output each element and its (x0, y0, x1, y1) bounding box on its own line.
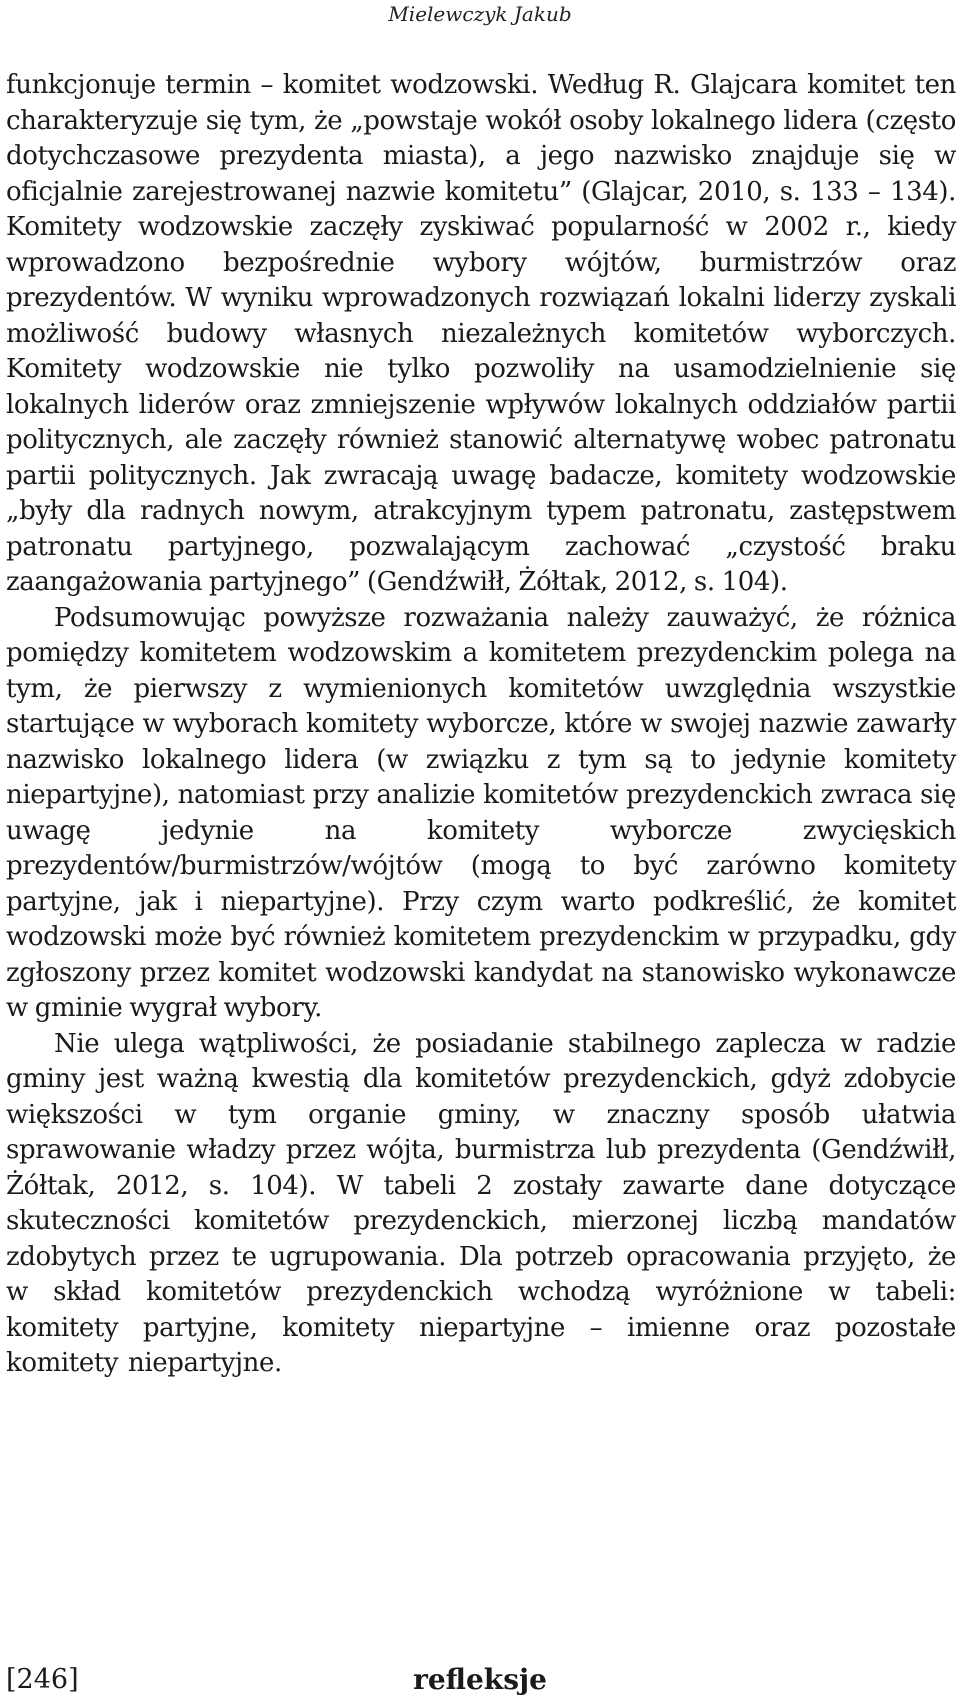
paragraph-3: Nie ulega wątpliwości, że posiadanie stabilnego zaplecza w radzie gminy jest ważną kwestią dla komitetów prezydenckich, gdyż zdobycie większości w tym organie gminy, w znaczny sposób ułatwia sprawowanie władzy przez wójta, burmistrza lub prezydenta (Gendźwiłł, Żółtak, 2012, s. 104). W tabeli 2 zostały zawarte dane dotyczące skuteczności komitetów prezydenckich, mierzonej liczbą mandatów zdobytych przez te ugrupowania. Dla potrzeb opracowania przyjęto, że w skład komitetów prezydenckich wchodzą wyróżnione w tabeli: komitety partyjne, komitety niepartyjne – imienne oraz pozostałe komitety niepartyjne. (6, 1028, 956, 1378)
page-number: [246] (6, 1664, 79, 1695)
paragraph-1: funkcjonuje termin – komitet wodzowski. Według R. Glajcara komitet ten charakteryzuje się tym, że „powstaje wokół osoby lokalnego lidera (często dotychczasowe prezydenta miasta), a jego nazwisko znajduje się w oficjalnie zarejestrowanej nazwie komitetu” (Glajcar, 2010, s. 133 – 134). Komitety wodzowskie zaczęły zyskiwać popularność w 2002 r., kiedy wprowadzono bezpośrednie wybory wójtów, burmistrzów oraz prezydentów. W wyniku wprowadzonych rozwiązań lokalni liderzy zyskali możliwość budowy własnych niezależnych komitetów wyborczych. Komitety wodzowskie nie tylko pozwoliły na usamodzielnienie się lokalnych liderów oraz zmniejszenie wpływów lokalnych oddziałów partii politycznych, ale zaczęły również stanowić alternatywę wobec patronatu partii politycznych. Jak zwracają uwagę badacze, komitety wodzowskie „były dla radnych nowym, atrakcyjnym typem patronatu, zastępstwem patronatu partyjnego, pozwalającym zachować „czystość braku zaangażowania partyjnego” (Gendźwiłł, Żółtak, 2012, s. 104). (6, 70, 956, 597)
paragraph-2: Podsumowując powyższe rozważania należy zauważyć, że różnica pomiędzy komitetem wodzowskim a komitetem prezydenckim polega na tym, że pierwszy z wymienionych komitetów uwzględnia wszystkie startujące w wyborach komitety wyborcze, które w swojej nazwie zawarły nazwisko lokalnego lidera (w związku z tym są to jedynie komitety niepartyjne), natomiast przy analizie komitetów prezydenckich zwraca się uwagę jedynie na komitety wyborcze zwycięskich prezydentów/burmistrzów/wójtów (mogą to być zarówno komitety partyjne, jak i niepartyjne). Przy czym warto podkreślić, że komitet wodzowski może być również komitetem prezydenckim w przypadku, gdy zgłoszony przez komitet wodzowski kandydat na stanowisko wykonawcze w gminie wygrał wybory. (6, 602, 956, 1023)
body-text (6, 68, 956, 1382)
running-head-author: Mielewczyk Jakub (388, 2, 572, 26)
journal-name: refleksje (413, 1663, 547, 1696)
